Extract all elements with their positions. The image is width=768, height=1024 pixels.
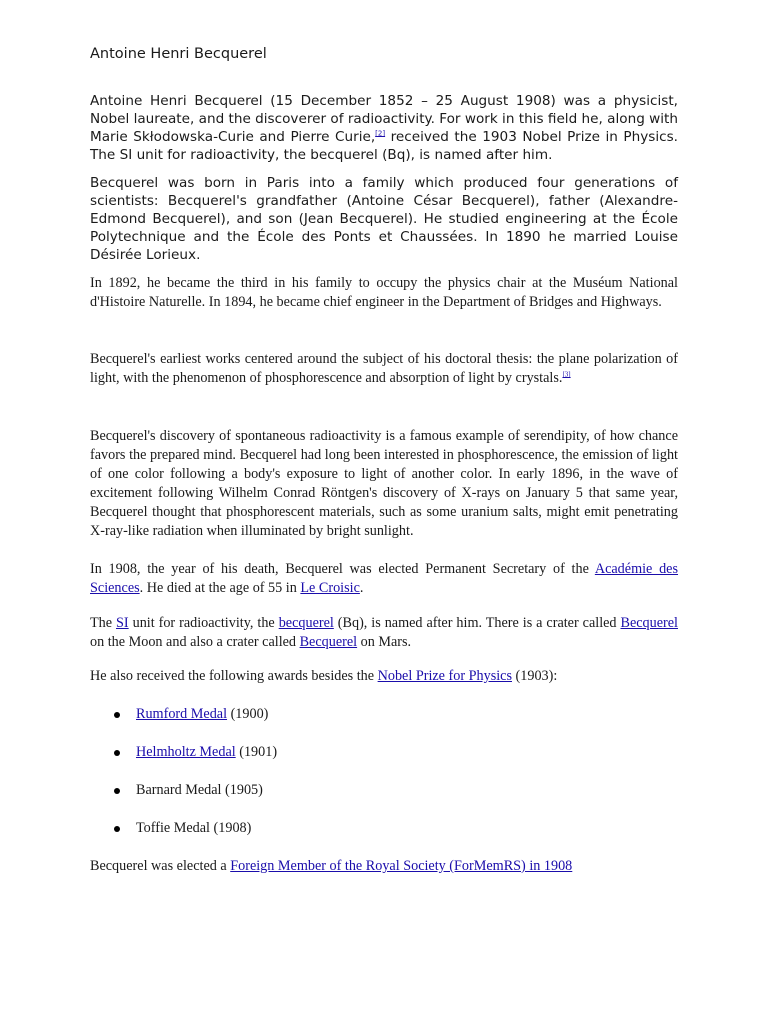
citation-2 (375, 129, 385, 137)
citation-link-2[interactable]: [2] (375, 129, 386, 138)
si-text-d: on the Moon and also a crater called (90, 634, 300, 650)
paragraph-death (90, 560, 678, 598)
bullet-icon (114, 826, 120, 832)
helmholtz-medal-link[interactable]: Helmholtz Medal (136, 744, 236, 760)
death-text-a: In 1908, the year of his death, Becquerel was elected Permanent Secretary of the (90, 561, 595, 577)
award-year: (1901) (235, 744, 278, 760)
paragraph-royal-society (90, 857, 678, 876)
list-item (90, 705, 678, 743)
list-item (90, 781, 678, 819)
le-croisic-link[interactable]: Le Croisic (300, 580, 360, 596)
list-item (90, 819, 678, 857)
list-item (90, 743, 678, 781)
award-year: (1900) (227, 706, 269, 722)
rumford-medal-link[interactable]: Rumford Medal (136, 706, 228, 722)
paragraph-discovery: Becquerel's discovery of spontaneous radioactivity is a famous example of serendipity, of how chance favors the prepared mind. Becquerel had long been interested in phosphorescence, the emission of light of one color following a body's exposure to light of another color. In early 1896, in the wave of excitement following Wilhelm Conrad Röntgen's discovery of X-rays on January 5 that same year, Becquerel thought that phosphorescent materials, such as some uranium salts, might emit penetrating X-ray-like radiation when illuminated by bright sunlight. (90, 428, 678, 539)
early-works-text: Becquerel's earliest works centered around the subject of his doctoral thesis: the plane polarization of light, with the phenomenon of phosphorescence and absorption of light by crystals. (90, 351, 678, 386)
awards-list (90, 705, 678, 857)
awards-intro-text-a: He also received the following awards besides the (90, 668, 378, 684)
moon-crater-link[interactable]: Becquerel (620, 615, 678, 631)
award-text: Barnard Medal (1905) (136, 782, 263, 798)
citation-3 (562, 370, 570, 378)
page-title: Antoine Henri Becquerel (90, 46, 267, 62)
bullet-icon (114, 750, 120, 756)
mars-crater-link[interactable]: Becquerel (299, 634, 358, 650)
royal-society-link[interactable]: Foreign Member of the Royal Society (ForMemRS) in 1908 (230, 858, 573, 874)
paragraph-early-works (90, 350, 678, 388)
bullet-icon (114, 788, 120, 794)
death-text-b: . He died at the age of 55 in (139, 580, 301, 596)
si-text-c: (Bq), is named after him. There is a crater called (333, 615, 621, 631)
paragraph-si-unit (90, 614, 678, 652)
paragraph-museum: In 1892, he became the third in his family to occupy the physics chair at the Muséum National d'Histoire Naturelle. In 1894, he became chief engineer in the Department of Bridges and Highways. (90, 275, 678, 310)
si-text-a: The (90, 615, 117, 631)
death-text-c: . (359, 580, 364, 596)
intro-text-b: received the 1903 Nobel Prize in Physics. The SI unit for radioactivity, the becquerel (Bq), is named after him. (90, 129, 678, 163)
intro-paragraph-1 (90, 92, 678, 164)
citation-link-3[interactable]: [3] (562, 370, 571, 379)
intro-paragraph-2: Becquerel was born in Paris into a family which produced four generations of scientists: Becquerel's grandfather (Antoine César Becquerel), father (Alexandre-Edmond Becquerel), and son (Jean Becquerel). He studied engineering at the École Polytechnique and the École des Ponts et Chaussées. In 1890 he married Louise Désirée Lorieux. (90, 175, 678, 263)
academie-des-sciences-link[interactable]: Académie des Sciences (90, 561, 679, 596)
nobel-prize-link[interactable]: Nobel Prize for Physics (377, 668, 512, 684)
becquerel-unit-link[interactable]: becquerel (278, 615, 334, 631)
si-text-b: unit for radioactivity, the (128, 615, 279, 631)
si-text-e: on Mars. (357, 634, 412, 650)
bullet-icon (114, 712, 120, 718)
awards-intro-text-b: (1903): (511, 668, 558, 684)
intro-text-a: Antoine Henri Becquerel (15 December 1852 – 25 August 1908) was a physicist, Nobel laureate, and the discoverer of radioactivity. For work in this field he, along with Marie Skłodowska-Curie and Pierre Curie, (90, 93, 678, 145)
si-link[interactable]: SI (116, 615, 129, 631)
royal-society-text: Becquerel was elected a (90, 858, 231, 874)
paragraph-awards-intro (90, 667, 678, 686)
award-text: Toffie Medal (1908) (136, 820, 252, 836)
